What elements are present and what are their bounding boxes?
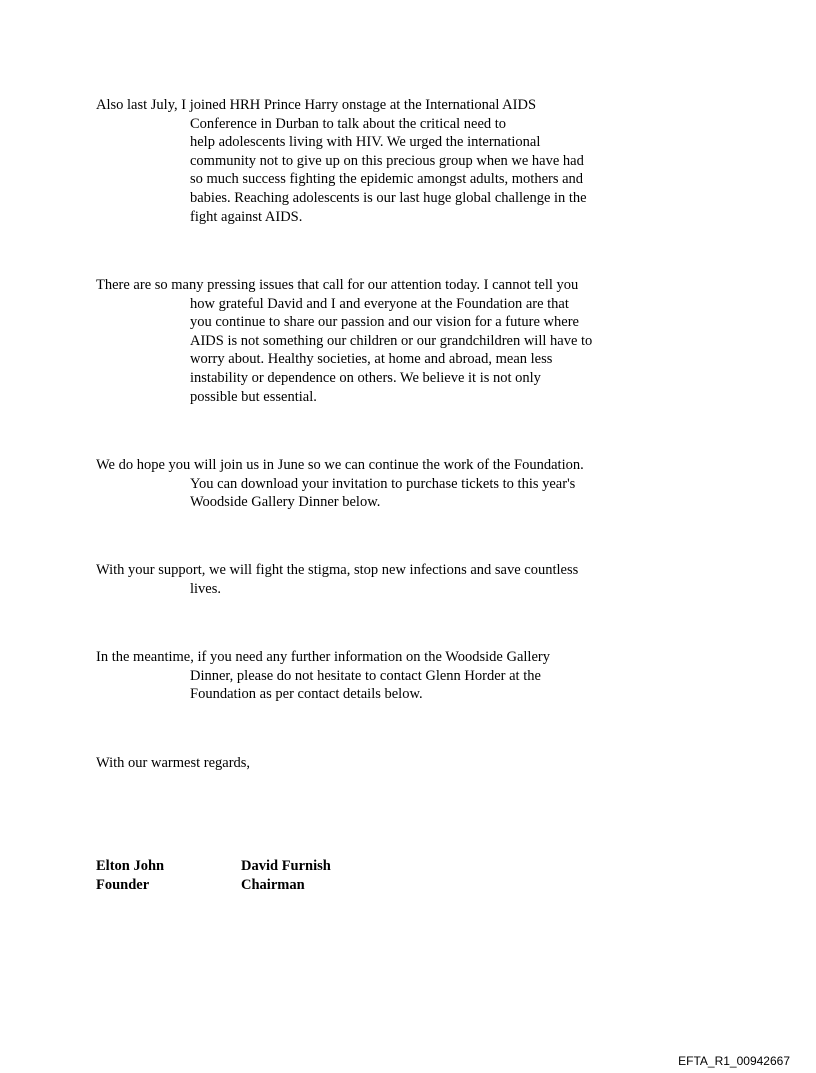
paragraph-line: you continue to share our passion and our vision for a future where [190, 314, 579, 331]
paragraph-line: In the meantime, if you need any further information on the Woodside Gallery [96, 649, 550, 665]
paragraph-line: You can download your invitation to purchase tickets to this year's [190, 475, 576, 492]
signature-name: Elton John [96, 858, 165, 874]
signature-title: Founder [96, 876, 150, 893]
signature-block-chairman [241, 857, 331, 894]
paragraph-line: fight against AIDS. [190, 208, 303, 225]
paragraph-line: community not to give up on this precious group when we have had [190, 152, 584, 169]
paragraph-line: Conference in Durban to talk about the critical need to [190, 115, 507, 132]
paragraph-line: Woodside Gallery Dinner below. [190, 494, 381, 511]
paragraph-line: help adolescents living with HIV. We urged the international [190, 134, 541, 151]
paragraph-line: There are so many pressing issues that call for our attention today. I cannot tell you [96, 277, 579, 293]
signature-title: Chairman [241, 876, 305, 893]
paragraph-line: Also last July, I joined HRH Prince Harry onstage at the International AIDS [96, 97, 537, 113]
paragraph-line: lives. [190, 580, 222, 597]
paragraph-join-us [96, 456, 656, 512]
paragraph-line: Dinner, please do not hesitate to contact Glenn Horder at the [190, 667, 541, 684]
paragraph-line: AIDS is not something our children or our grandchildren will have to [190, 332, 593, 349]
paragraph-line: instability or dependence on others. We believe it is not only [190, 369, 541, 386]
paragraph-pressing-issues [96, 276, 656, 406]
paragraph-line: possible but essential. [190, 388, 317, 405]
paragraph-line: Foundation as per contact details below. [190, 686, 423, 703]
paragraph-line: so much success fighting the epidemic amongst adults, mothers and [190, 171, 584, 188]
paragraph-line: babies. Reaching adolescents is our last huge global challenge in the [190, 189, 587, 206]
paragraph-line: With your support, we will fight the stigma, stop new infections and save countless [96, 562, 579, 578]
paragraph-line: worry about. Healthy societies, at home and abroad, mean less [190, 351, 553, 368]
paragraph-support [96, 561, 656, 598]
paragraph-adolescents [96, 96, 656, 226]
paragraph-contact [96, 648, 656, 704]
signature-name: David Furnish [241, 858, 331, 874]
paragraph-line: We do hope you will join us in June so we can continue the work of the Foundation. [96, 457, 584, 473]
paragraph-line: how grateful David and I and everyone at the Foundation are that [190, 295, 569, 312]
signature-block-founder [96, 857, 164, 894]
document-id-footer: EFTA_R1_00942667 [678, 1054, 790, 1068]
closing-salutation: With our warmest regards, [96, 755, 251, 771]
